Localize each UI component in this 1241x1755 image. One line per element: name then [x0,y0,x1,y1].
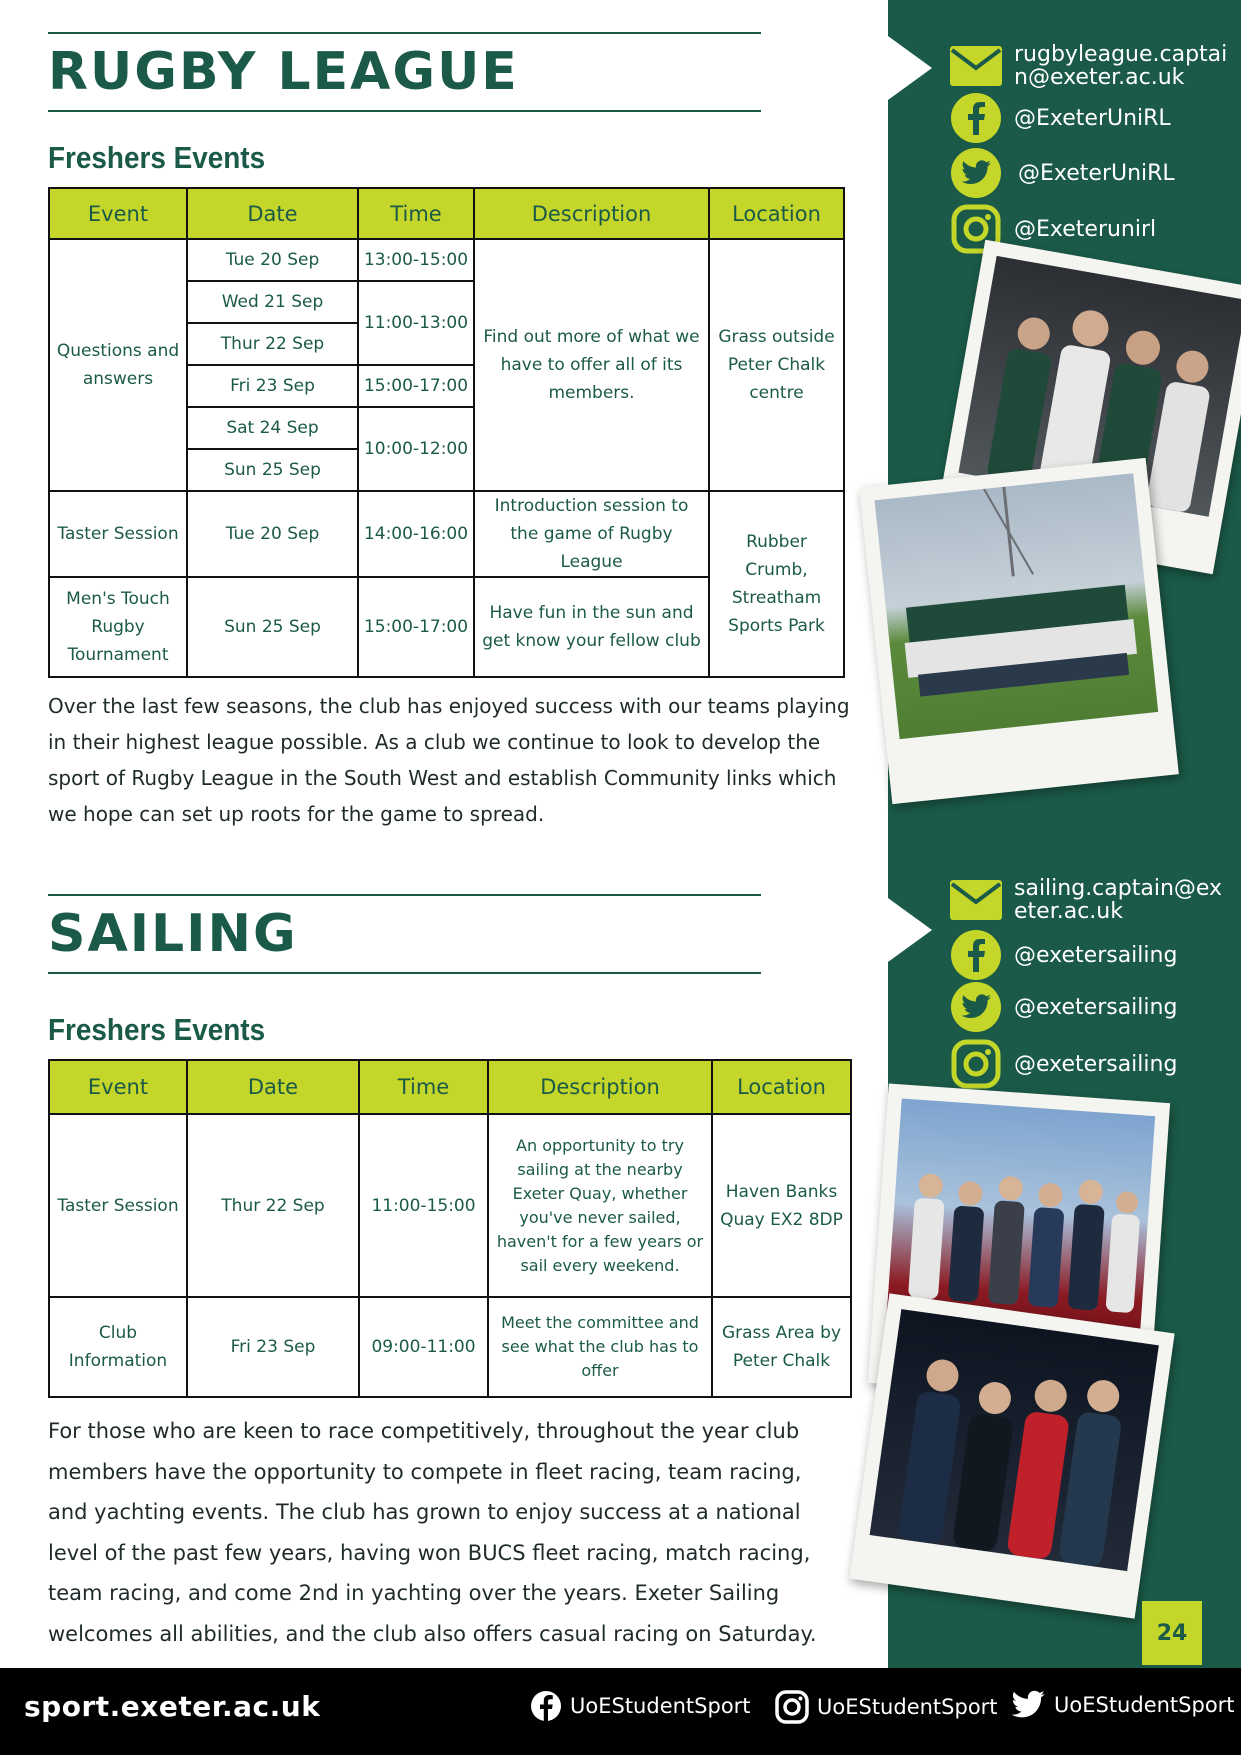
polaroid-frame [859,458,1179,804]
header-description: Description [474,188,709,239]
footer-website[interactable]: sport.exeter.ac.uk [24,1690,321,1723]
email-line: sailing.captain@ex [1014,876,1223,901]
rugby-instagram-contact[interactable] [950,203,1156,255]
sidebar-notch [888,898,932,962]
paragraph-line: Over the last few seasons, the club has enjoyed success with our teams playing [48,694,850,718]
cell-time: 15:00-17:00 [358,365,474,407]
header-time: Time [359,1060,488,1114]
sailing-email-contact[interactable] [950,874,1222,926]
header-location: Location [709,188,844,239]
header-date: Date [187,1060,359,1114]
rugby-email-contact[interactable] [950,40,1227,92]
cell-description: Meet the committee and see what the club has to offer [488,1297,712,1397]
cell-time: 14:00-16:00 [358,491,474,577]
cell-date: Tue 20 Sep [187,239,358,281]
title-rule-top [48,32,761,34]
facebook-handle: @exetersailing [1014,942,1178,968]
paragraph-line: welcomes all abilities, and the club also offers casual racing on Saturday. [48,1621,817,1646]
cell-time: 15:00-17:00 [358,577,474,677]
cell-location: Grass Area by Peter Chalk [712,1297,851,1397]
email-line: n@exeter.ac.uk [1014,65,1185,90]
facebook-handle: @ExeterUniRL [1014,105,1171,131]
cell-location: Haven Banks Quay EX2 8DP [712,1114,851,1297]
instagram-icon [775,1690,809,1724]
header-description: Description [488,1060,712,1114]
title-rule-bottom [48,110,761,112]
paragraph-line: members have the opportunity to compete in fleet racing, team racing, [48,1459,802,1484]
email-icon [950,874,1002,926]
cell-date: Thur 22 Sep [187,1114,359,1297]
facebook-icon [951,93,1001,143]
title-rule-bottom [48,972,761,974]
instagram-handle: UoEStudentSport [817,1695,998,1719]
cell-date: Thur 22 Sep [187,323,358,365]
header-date: Date [187,188,358,239]
cell-event: Club Information [49,1297,187,1397]
cell-location: Rubber Crumb, Streatham Sports Park [709,491,844,677]
instagram-handle: @exetersailing [1014,1051,1178,1077]
sailing-events-table [48,1059,852,1398]
polaroid-frame [849,1293,1174,1618]
cell-event: Men's Touch Rugby Tournament [49,577,187,677]
footer-twitter[interactable] [1010,1690,1235,1720]
table-row [49,491,844,577]
rugby-facebook-contact[interactable] [950,92,1171,144]
cell-date: Sat 24 Sep [187,407,358,449]
rugby-events-table [48,187,845,678]
sailing-night-photo [870,1309,1159,1571]
cell-event: Taster Session [49,1114,187,1297]
section-title-rugby: RUGBY LEAGUE [48,42,519,102]
page-number: 24 [1142,1601,1202,1665]
rugby-paragraph [48,688,850,832]
paragraph-line: sport of Rugby League in the South West and establish Community links which [48,766,837,790]
cell-time: 11:00-15:00 [359,1114,488,1297]
email-address [1014,877,1222,923]
cell-time: 09:00-11:00 [359,1297,488,1397]
email-line: rugbyleague.captai [1014,42,1228,67]
instagram-icon [950,1038,1002,1090]
twitter-icon [951,148,1001,198]
team-group-photo [875,473,1159,739]
twitter-handle: @exetersailing [1014,994,1178,1020]
cell-description: Find out more of what we have to offer all of its members. [474,239,709,491]
header-location: Location [712,1060,851,1114]
paragraph-line: in their highest league possible. As a club we continue to look to develop the [48,730,821,754]
cell-time: 13:00-15:00 [358,239,474,281]
paragraph-line: level of the past few years, having won BUCS fleet racing, match racing, [48,1540,811,1565]
sailing-twitter-contact[interactable] [950,981,1177,1033]
cell-time: 11:00-13:00 [358,281,474,365]
facebook-handle: UoEStudentSport [570,1694,751,1718]
cell-date: Tue 20 Sep [187,491,358,577]
sailing-instagram-contact[interactable] [950,1038,1177,1090]
sailing-paragraph [48,1411,817,1654]
cell-date: Fri 23 Sep [187,365,358,407]
cell-date: Fri 23 Sep [187,1297,359,1397]
header-event: Event [49,188,187,239]
header-event: Event [49,1060,187,1114]
facebook-icon [951,930,1001,980]
table-row [49,1114,851,1297]
footer-instagram[interactable] [775,1690,998,1724]
paragraph-line: team racing, and come 2nd in yachting over the years. Exeter Sailing [48,1581,780,1605]
cell-description: Have fun in the sun and get know your fellow club [474,577,709,677]
cell-description: An opportunity to try sailing at the nearby Exeter Quay, whether you've never sailed, haven't for a few years or sail every weekend. [488,1114,712,1297]
email-line: eter.ac.uk [1014,899,1123,924]
sidebar-notch [888,36,932,100]
cell-date: Sun 25 Sep [187,449,358,491]
title-rule-top [48,894,761,896]
table-header-row [49,188,844,239]
twitter-icon [1010,1690,1046,1720]
table-header-row [49,1060,851,1114]
header-time: Time [358,188,474,239]
cell-date: Wed 21 Sep [187,281,358,323]
section-title-sailing: SAILING [48,904,298,964]
twitter-icon [951,982,1001,1032]
footer-bar [0,1668,1241,1755]
cell-location: Grass outside Peter Chalk centre [709,239,844,491]
sailing-facebook-contact[interactable] [950,929,1177,981]
subtitle-freshers-events: Freshers Events [48,140,266,175]
paragraph-line: For those who are keen to race competitively, throughout the year club [48,1419,800,1443]
cell-date: Sun 25 Sep [187,577,358,677]
email-icon [950,40,1002,92]
rugby-twitter-contact[interactable] [950,147,1175,199]
table-row [49,239,844,281]
footer-facebook[interactable] [530,1690,751,1722]
cell-event: Taster Session [49,491,187,577]
cell-description: Introduction session to the game of Rugby League [474,491,709,577]
table-row [49,1297,851,1397]
subtitle-freshers-events: Freshers Events [48,1012,266,1047]
cell-event: Questions and answers [49,239,187,491]
cell-time: 10:00-12:00 [358,407,474,491]
paragraph-line: and yachting events. The club has grown to enjoy success at a national [48,1500,801,1524]
twitter-handle: @ExeterUniRL [1018,160,1175,186]
instagram-handle: @Exeterunirl [1014,216,1157,242]
paragraph-line: we hope can set up roots for the game to spread. [48,802,545,826]
twitter-handle: UoEStudentSport [1054,1693,1235,1717]
facebook-icon [530,1690,562,1722]
email-address [1014,43,1227,89]
